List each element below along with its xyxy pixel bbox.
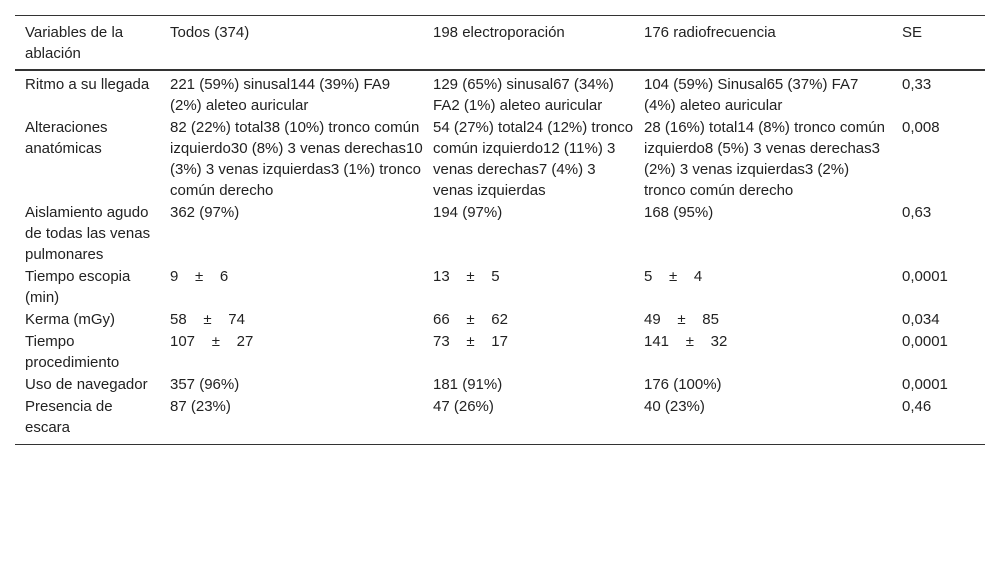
row-label: Tiempo escopia (min) xyxy=(25,268,131,306)
cell-electroporacion: 54 (27%) total24 (12%) tronco común izquierdo12 (11%) 3 venas derechas7 (4%) 3 venas izquierdas xyxy=(433,119,634,199)
cell-todos: 87 (23%) xyxy=(170,398,231,415)
table-header xyxy=(15,16,985,71)
cell-todos: 82 (22%) total38 (10%) tronco común izquierdo30 (8%) 3 venas derechas10 (3%) 3 venas izquierdas3 (1%) tronco común derecho xyxy=(170,119,423,199)
header-radiofrecuencia: 176 radiofrecuencia xyxy=(644,24,776,41)
row-label: Uso de navegador xyxy=(25,376,148,393)
cell-todos: 9 ± 6 xyxy=(170,268,229,285)
cell-radiofrecuencia: 141 ± 32 xyxy=(644,333,728,350)
ablation-variables-table xyxy=(15,15,985,445)
header-todos: Todos (374) xyxy=(170,24,250,41)
header-variables: Variables de la ablación xyxy=(25,24,124,62)
cell-todos: 221 (59%) sinusal144 (39%) FA9 (2%) aleteo auricular xyxy=(170,76,391,114)
header-electroporacion: 198 electroporación xyxy=(433,24,565,41)
row-label: Kerma (mGy) xyxy=(25,311,115,328)
cell-radiofrecuencia: 176 (100%) xyxy=(644,376,722,393)
cell-se: 0,0001 xyxy=(902,268,948,285)
cell-radiofrecuencia: 40 (23%) xyxy=(644,398,705,415)
cell-radiofrecuencia: 5 ± 4 xyxy=(644,268,703,285)
cell-electroporacion: 129 (65%) sinusal67 (34%) FA2 (1%) aleteo auricular xyxy=(433,76,614,114)
cell-se: 0,0001 xyxy=(902,376,948,393)
cell-todos: 362 (97%) xyxy=(170,204,240,221)
table-body xyxy=(15,70,985,445)
cell-se: 0,46 xyxy=(902,398,932,415)
row-label: Aislamiento agudo de todas las venas pulmonares xyxy=(25,204,151,263)
cell-electroporacion: 66 ± 62 xyxy=(433,311,508,328)
cell-se: 0,33 xyxy=(902,76,932,93)
cell-se: 0,008 xyxy=(902,119,940,136)
cell-electroporacion: 13 ± 5 xyxy=(433,268,500,285)
row-label: Alteraciones anatómicas xyxy=(25,119,108,157)
table-row xyxy=(15,117,985,202)
table-row xyxy=(15,202,985,266)
cell-se: 0,63 xyxy=(902,204,932,221)
cell-radiofrecuencia: 49 ± 85 xyxy=(644,311,719,328)
table-row xyxy=(15,266,985,309)
cell-electroporacion: 194 (97%) xyxy=(433,204,503,221)
cell-radiofrecuencia: 104 (59%) Sinusal65 (37%) FA7 (4%) aleteo auricular xyxy=(644,76,859,114)
table-row xyxy=(15,396,985,445)
ablation-table-container xyxy=(15,15,985,445)
cell-se: 0,034 xyxy=(902,311,940,328)
cell-radiofrecuencia: 168 (95%) xyxy=(644,204,714,221)
row-label: Tiempo procedimiento xyxy=(25,333,120,371)
cell-radiofrecuencia: 28 (16%) total14 (8%) tronco común izquierdo8 (5%) 3 venas derechas3 (2%) 3 venas izquierdas3 (2%) tronco común derecho xyxy=(644,119,885,199)
table-row xyxy=(15,374,985,396)
table-row xyxy=(15,70,985,117)
cell-todos: 357 (96%) xyxy=(170,376,240,393)
cell-todos: 107 ± 27 xyxy=(170,333,254,350)
table-row xyxy=(15,309,985,331)
table-row xyxy=(15,331,985,374)
cell-electroporacion: 73 ± 17 xyxy=(433,333,508,350)
cell-electroporacion: 47 (26%) xyxy=(433,398,494,415)
cell-se: 0,0001 xyxy=(902,333,948,350)
header-se: SE xyxy=(902,24,923,41)
row-label: Presencia de escara xyxy=(25,398,113,436)
cell-electroporacion: 181 (91%) xyxy=(433,376,503,393)
header-row xyxy=(15,16,985,71)
row-label: Ritmo a su llegada xyxy=(25,76,150,93)
cell-todos: 58 ± 74 xyxy=(170,311,245,328)
